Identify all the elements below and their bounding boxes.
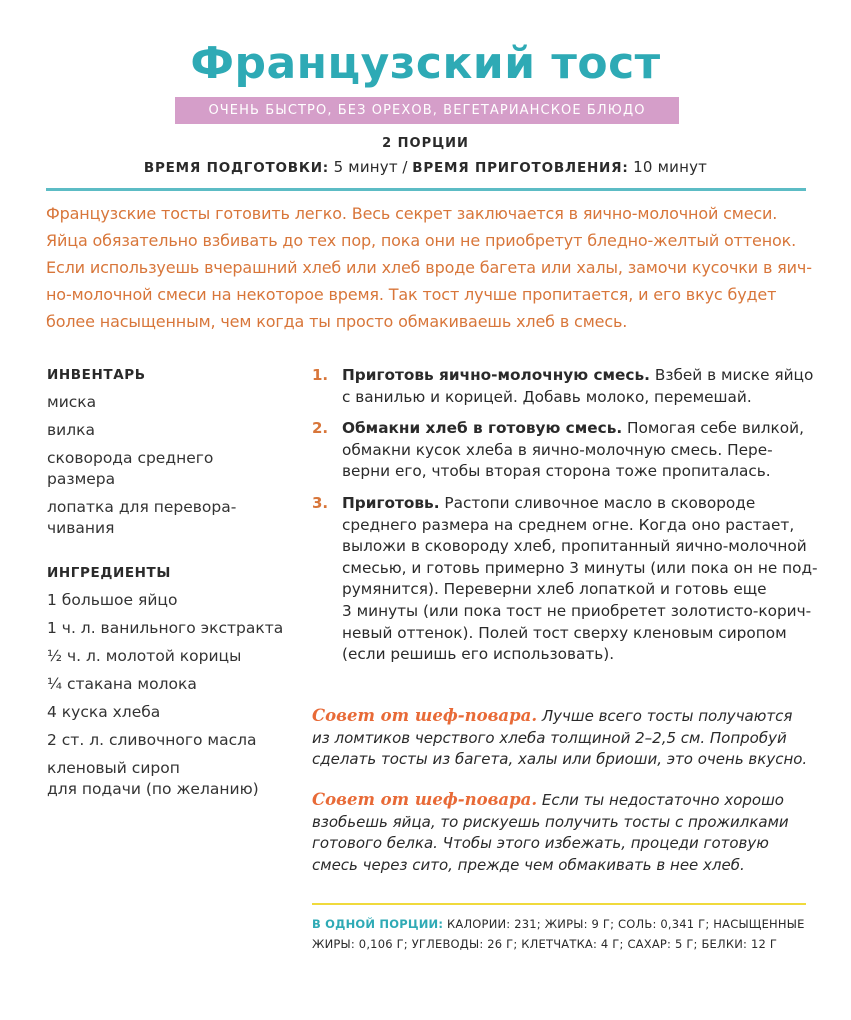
nutrition-info [312,914,805,954]
ingredients-item-line: кленовый сироп [47,759,180,777]
ingredients-item-line: для подачи (по желанию) [47,780,259,798]
ingredients-item-line: 2 ст. л. сливочного масла [47,731,257,749]
step-3 [312,493,818,666]
servings: 2 ПОРЦИИ [382,136,469,151]
step-1 [312,365,818,408]
step-title: Приготовь. [342,493,440,512]
nutrition-label: В ОДНОЙ ПОРЦИИ: [312,917,444,931]
tip-line: взобьешь яйца, то рискуешь получить тосты с прожилками [312,812,789,831]
tip-heading: Совет от шеф-повара. [312,790,538,809]
left-column [47,365,287,800]
intro-paragraph [46,200,812,335]
step-line: обмакни кусок хлеба в яично-молочную смесь. Пере- [342,440,773,459]
ingredients-item-line: 4 куска хлеба [47,703,161,721]
ingredients-heading: ИНГРЕДИЕНТЫ [47,565,171,581]
ingredients-item [47,618,287,639]
equipment-item-line: чивания [47,519,115,537]
equipment-item-line: сковорода среднего [47,449,214,467]
equipment-item [47,420,287,441]
step-text: Растопи сливочное масло в сковороде [439,493,756,512]
step-line: румянится). Переверни хлеб лопаткой и готовь еще [342,580,767,599]
tip-line: сделать тосты из багета, халы или бриоши, это очень вкусно. [312,750,808,768]
tip-line: смесь через сито, прежде чем обмакивать в нее хлеб. [312,855,745,874]
ingredients-item-line: 1 большое яйцо [47,591,178,609]
tip-line [312,789,812,812]
equipment-item [47,392,287,413]
equipment-item-line: лопатка для перевора- [47,498,237,516]
ingredients-item [47,730,287,751]
intro-line: но-молочной смеси на некоторое время. Так тост лучше пропитается, и его вкус будет [46,285,777,304]
tip-line [312,705,812,728]
step-line [342,418,818,440]
prep-time-value: 5 минут [333,158,398,176]
equipment-heading: ИНВЕНТАРЬ [47,367,146,383]
step-number: 1. [312,366,329,384]
ingredients-item-line: ½ ч. л. молотой корицы [47,647,242,665]
equipment-item-line: размера [47,470,116,488]
step-title: Обмакни хлеб в готовую смесь. [342,419,623,438]
ingredients-item [47,702,287,723]
step-title: Приготовь яично-молочную смесь. [342,366,650,384]
nutrition-line-2: ЖИРЫ: 0,106 Г; УГЛЕВОДЫ: 26 Г; КЛЕТЧАТКА: 4 Г; САХАР: 5 Г; БЕЛКИ: 12 Г [312,937,778,951]
equipment-item [47,497,287,539]
ingredients-list [47,590,287,800]
step-line: смесью, и готовь примерно 3 минуты (или пока он не под- [342,558,818,577]
cook-time-label: ВРЕМЯ ПРИГОТОВЛЕНИЯ: [412,160,629,176]
step-line: верни его, чтобы вторая сторона тоже пропиталась. [342,462,771,481]
tip-line: из ломтиков черствого хлеба толщиной 2–2,5 см. Попробуй [312,728,787,747]
tip-line: готового белка. Чтобы этого избежать, процеди готовую [312,834,769,852]
steps-list [312,365,818,666]
times-separator: / [402,158,408,176]
equipment-item-line: вилка [47,421,95,439]
ingredients-item-line: ¼ стакана молока [47,675,197,693]
times-line [0,156,851,179]
step-line [342,365,818,387]
step-2 [312,418,818,483]
step-line: невый оттенок). Полей тост сверху кленовым сиропом [342,623,787,642]
bottom-divider [312,903,806,905]
equipment-item [47,448,287,490]
ingredients-item-line: 1 ч. л. ванильного экстракта [47,619,284,637]
ingredients-item [47,646,287,667]
step-number: 3. [312,493,329,512]
recipe-title: Французский тост [190,38,661,89]
step-line: среднего размера на среднем огне. Когда оно растает, [342,515,795,534]
step-text: Помогая себе вилкой, [622,419,804,438]
ingredients-item [47,590,287,611]
tip-heading: Совет от шеф-повара. [312,706,538,725]
chef-tip-1 [312,705,812,771]
top-divider [46,188,806,191]
step-line [342,493,818,515]
step-line: 3 минуты (или пока тост не приобретет золотисто-корич- [342,601,812,620]
prep-time-label: ВРЕМЯ ПОДГОТОВКИ: [143,160,329,176]
ingredients-item [47,758,287,800]
step-text: Взбей в миске яйцо [649,366,814,384]
equipment-item-line: миска [47,393,97,411]
tip-text: Если ты недостаточно хорошо [537,791,784,809]
step-number: 2. [312,419,329,438]
ingredients-item [47,674,287,695]
intro-line: Если используешь вчерашний хлеб или хлеб вроде багета или халы, замочи кусочки в яич- [46,258,812,277]
step-line: с ванилью и корицей. Добавь молоко, перемешай. [342,387,752,406]
cook-time-value: 10 минут [633,158,708,176]
step-line: (если решишь его использовать). [342,645,615,664]
chef-tip-2 [312,789,812,876]
intro-line: более насыщенным, чем когда ты просто обмакиваешь хлеб в смесь. [46,312,628,331]
intro-line: Французские тосты готовить легко. Весь секрет заключается в яично-молочной смеси. [46,204,778,223]
recipe-tags-band: ОЧЕНЬ БЫСТРО, БЕЗ ОРЕХОВ, ВЕГЕТАРИАНСКОЕ БЛЮДО [175,97,679,124]
intro-line: Яйца обязательно взбивать до тех пор, пока они не приобретут бледно-желтый оттенок. [46,231,797,250]
nutrition-text-1: КАЛОРИИ: 231; ЖИРЫ: 9 Г; СОЛЬ: 0,341 Г; НАСЫЩЕННЫЕ [443,917,805,931]
tip-text: Лучше всего тосты получаются [537,707,793,725]
step-line: выложи в сковороду хлеб, пропитанный яично-молочной [342,537,807,556]
nutrition-line-1 [312,914,805,934]
equipment-list [47,392,287,539]
